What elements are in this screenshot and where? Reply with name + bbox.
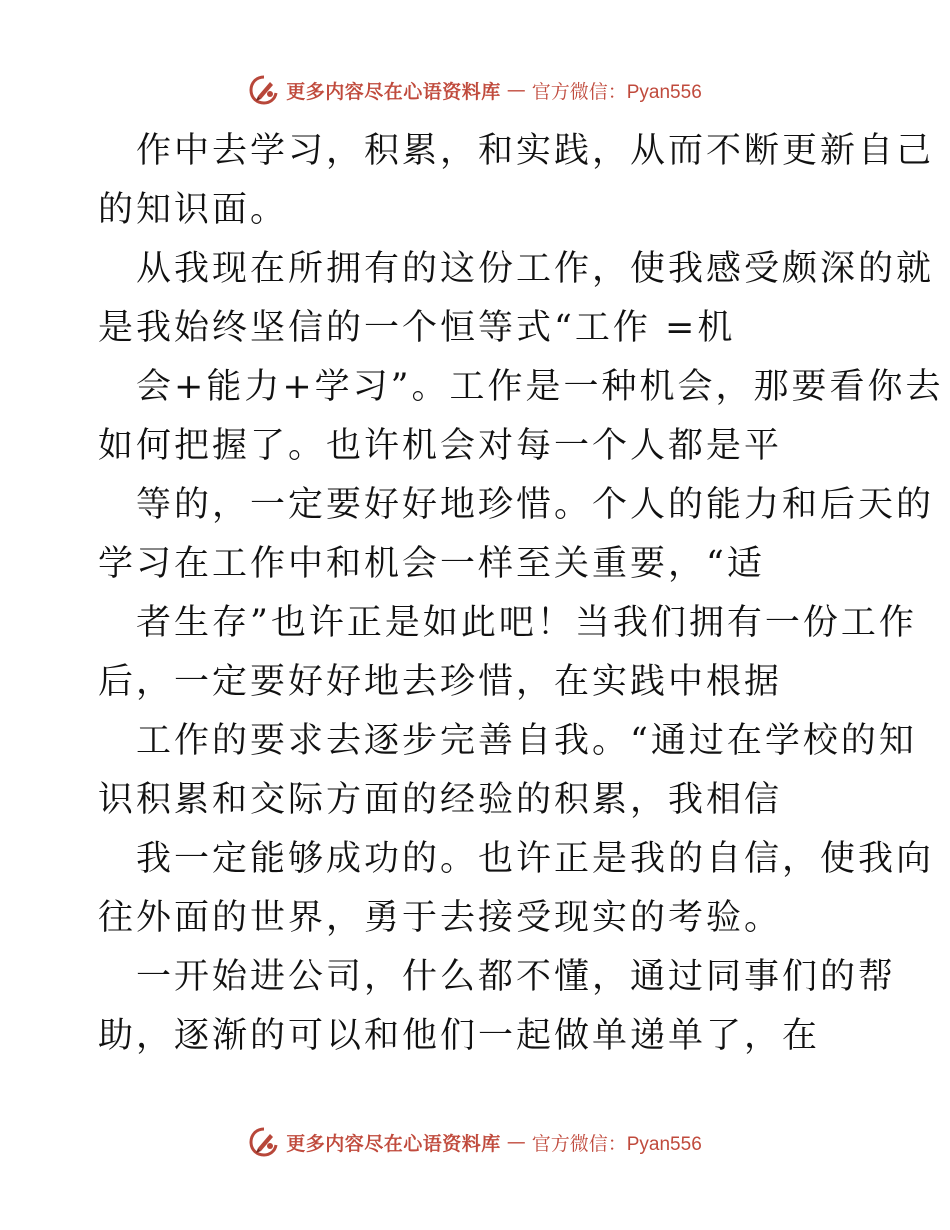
text-line: 我一定能够成功的。也许正是我的自信，使我向 bbox=[136, 839, 935, 879]
text-line: 的知识面。 bbox=[98, 190, 289, 230]
text-line: 学习在工作中和机会一样至关重要，“适 bbox=[98, 544, 765, 584]
pen-swirl-logo-icon bbox=[248, 74, 280, 106]
text-line: 会+能力+学习”。工作是一种机会，那要看你去 bbox=[136, 367, 944, 407]
header-banner bbox=[0, 70, 950, 110]
text-line: 助，逐渐的可以和他们一起做单递单了，在 bbox=[98, 1016, 821, 1056]
text-line: 者生存”也许正是如此吧！当我们拥有一份工作 bbox=[136, 603, 917, 643]
text-line: 一开始进公司，什么都不懂，通过同事们的帮 bbox=[136, 957, 897, 997]
document-body bbox=[98, 122, 944, 1066]
text-line: 后，一定要好好地去珍惜，在实践中根据 bbox=[98, 662, 783, 702]
text-line: 工作的要求去逐步完善自我。“通过在学校的知 bbox=[136, 721, 917, 761]
site-name-text: 更多内容尽在心语资料库 bbox=[286, 1132, 501, 1155]
site-name-text: 更多内容尽在心语资料库 bbox=[286, 80, 501, 103]
pen-swirl-logo-icon bbox=[248, 1126, 280, 1158]
header-banner-content bbox=[248, 74, 702, 106]
footer-banner bbox=[0, 1122, 950, 1162]
banner-separator: — bbox=[506, 79, 526, 101]
contact-text: 官方微信：Pyan556 bbox=[531, 81, 702, 103]
contact-text: 官方微信：Pyan556 bbox=[531, 1133, 702, 1155]
text-line: 作中去学习，积累，和实践，从而不断更新自己 bbox=[136, 131, 935, 171]
text-line: 是我始终坚信的一个恒等式“工作 =机 bbox=[98, 308, 736, 348]
text-line: 从我现在所拥有的这份工作，使我感受颇深的就 bbox=[136, 249, 935, 289]
text-line: 识积累和交际方面的经验的积累，我相信 bbox=[98, 780, 783, 820]
text-line: 等的，一定要好好地珍惜。个人的能力和后天的 bbox=[136, 485, 935, 525]
text-line: 往外面的世界，勇于去接受现实的考验。 bbox=[98, 898, 783, 938]
footer-banner-content bbox=[248, 1126, 702, 1158]
banner-separator: — bbox=[506, 1131, 526, 1153]
text-line: 如何把握了。也许机会对每一个人都是平 bbox=[98, 426, 783, 466]
